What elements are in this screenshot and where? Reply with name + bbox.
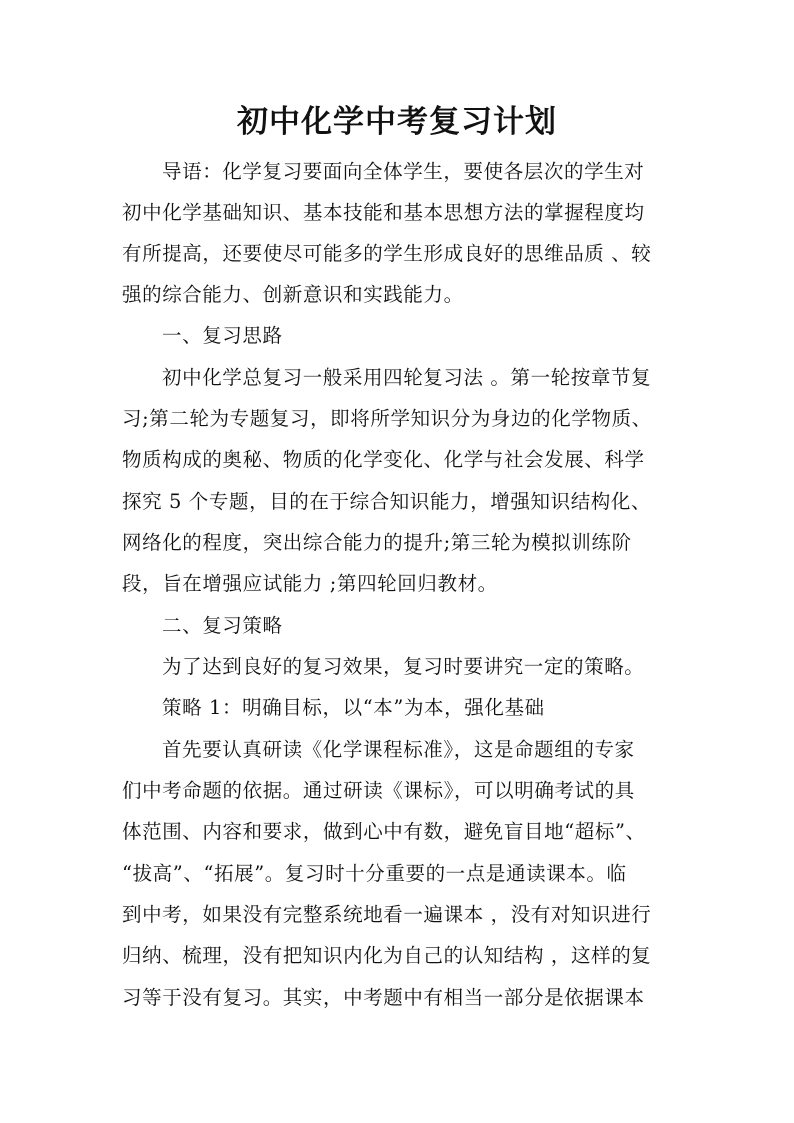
paragraph-line: 为了达到良好的复习效果，复习时要讲究一定的策略。 [162, 655, 645, 678]
section-heading: 二、复习策略 [162, 614, 283, 637]
paragraph-line: 强的综合能力、创新意识和实践能力。 [122, 283, 464, 306]
paragraph-line: 归纳、梳理，没有把知识内化为自己的认知结构 ，这样的复 [122, 944, 652, 967]
paragraph-line: 初中化学基础知识、基本技能和基本思想方法的掌握程度均 [122, 201, 645, 224]
paragraph-line: 首先要认真研读《化学课程标准》，这是命题组的专家 [162, 738, 635, 761]
paragraph-line: 有所提高，还要使尽可能多的学生形成良好的思维品质 、较 [122, 242, 652, 265]
paragraph-line: 导语：化学复习要面向全体学生，要使各层次的学生对 [162, 160, 645, 183]
paragraph-line: “拔高”、“拓展”。复习时十分重要的一点是通读课本。临 [122, 862, 627, 885]
paragraph-line: 探究 5 个专题，目的在于综合知识能力，增强知识结构化、 [122, 490, 652, 513]
strategy-heading: 策略 1：明确目标，以“本”为本，强化基础 [162, 696, 545, 719]
paragraph-line: 体范围、内容和要求，做到心中有数，避免盲目地“超标”、 [122, 820, 646, 843]
paragraph-line: 网络化的程度，突出综合能力的提升;第三轮为模拟训练阶 [122, 531, 632, 554]
paragraph-line: 到中考，如果没有完整系统地看一遍课本 ，没有对知识进行 [122, 903, 652, 926]
paragraph-line: 段，旨在增强应试能力 ;第四轮回归教材。 [122, 572, 498, 595]
paragraph-line: 物质构成的奥秘、物质的化学变化、化学与社会发展、科学 [122, 448, 645, 471]
paragraph-line: 初中化学总复习一般采用四轮复习法 。第一轮按章节复 [162, 366, 652, 389]
paragraph-line: 习;第二轮为专题复习，即将所学知识分为身边的化学物质、 [122, 407, 652, 430]
section-heading: 一、复习思路 [162, 324, 283, 347]
document-title: 初中化学中考复习计划 [237, 104, 557, 140]
paragraph-line: 们中考命题的依据。通过研读《课标》，可以明确考试的具 [122, 779, 635, 802]
paragraph-line: 习等于没有复习。其实，中考题中有相当一部分是依据课本 [122, 986, 645, 1009]
